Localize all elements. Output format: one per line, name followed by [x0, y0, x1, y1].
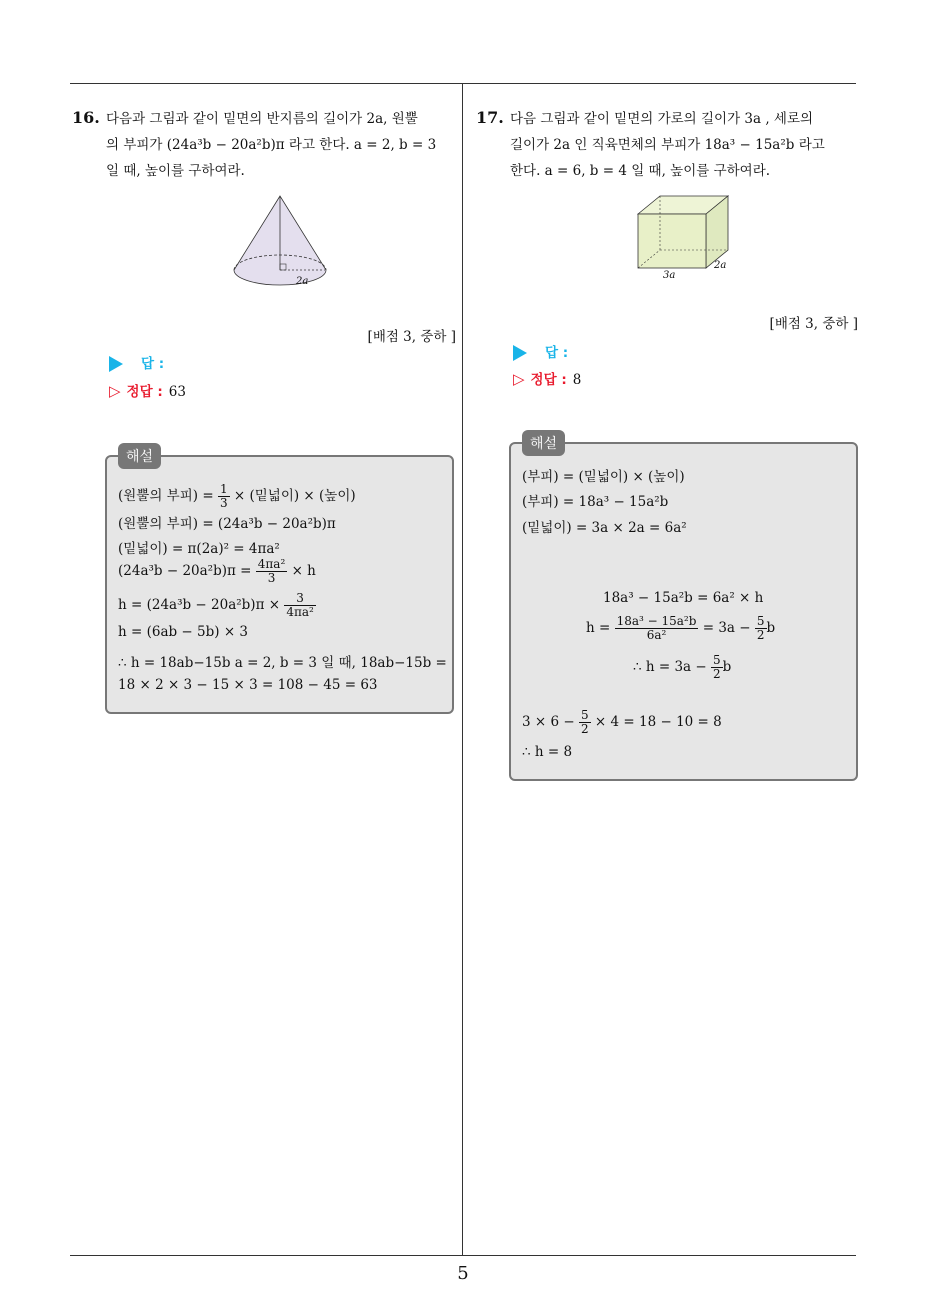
q17-explain-line — [522, 709, 722, 736]
q17-explain-line — [586, 615, 775, 642]
cone-radius-label: 2a — [296, 276, 309, 287]
play-icon — [513, 345, 527, 361]
top-rule — [70, 83, 856, 84]
play-icon — [109, 356, 123, 372]
page-number: 5 — [457, 1263, 469, 1284]
q17-explain-line — [633, 654, 731, 681]
q16-answer-row — [109, 352, 164, 372]
fraction — [256, 558, 288, 585]
fraction-denominator: 3 — [219, 496, 228, 510]
q17-correct-label: 정답 : — [530, 372, 567, 388]
q16-correct-label: 정답 : — [126, 384, 163, 400]
fraction-numerator: 1 — [219, 482, 228, 496]
q16-text-line: 의 부피가 (24a³b − 20a²b)π 라고 한다. a = 2, b = 3 — [106, 137, 437, 153]
fraction-numerator: 18a³ − 15a²b — [616, 614, 697, 628]
fraction — [711, 654, 723, 681]
q16-explain-text: × (밑넓이) × (높이) — [233, 488, 356, 504]
cuboid-depth-label: 2a — [714, 260, 727, 271]
q16-answer-label: 답 : — [141, 356, 165, 372]
q17-answer-row — [513, 341, 568, 361]
fraction-denominator: 2 — [580, 722, 589, 736]
fraction — [284, 592, 316, 619]
cuboid-width-label: 3a — [663, 270, 676, 281]
fraction-numerator: 4πa² — [257, 557, 286, 571]
q16-score: [배점 3, 중하 ] — [367, 329, 456, 345]
q16-explain-text: (원뿔의 부피) = — [118, 488, 218, 504]
q17-text-line: 한다. a = 6, b = 4 일 때, 높이를 구하여라. — [510, 163, 771, 179]
q16-explain-line — [118, 558, 316, 585]
q16-explain-text: × h — [291, 563, 316, 579]
q17-explain-text: 3 × 6 − — [522, 714, 579, 730]
q16-explain-line: h = (6ab − 5b) × 3 — [118, 624, 249, 640]
q16-correct-value: 63 — [168, 384, 186, 400]
fraction-numerator: 3 — [284, 592, 316, 606]
outline-triangle-icon: ▷ — [513, 370, 525, 388]
fraction — [579, 709, 591, 736]
q17-explain-line: (밑넓이) = 3a × 2a = 6a² — [522, 520, 687, 536]
q17-correct-row — [513, 368, 581, 388]
q16-explain-line: 18 × 2 × 3 − 15 × 3 = 108 − 45 = 63 — [118, 677, 378, 693]
fraction-denominator: 2 — [713, 667, 721, 681]
q17-text-line: 길이가 2a 인 직육면체의 부피가 18a³ − 15a²b 라고 — [510, 137, 825, 153]
fraction — [755, 615, 767, 642]
q16-explain-line — [118, 592, 316, 619]
q16-explain-text: (24a³b − 20a²b)π = — [118, 563, 256, 579]
q17-score: [배점 3, 중하 ] — [769, 316, 858, 332]
fraction — [218, 483, 230, 510]
q17-number: 17. — [476, 108, 504, 127]
q17-explain-text: b — [766, 620, 776, 636]
q17-explain-line: ∴ h = 8 — [522, 744, 573, 760]
q17-explain-text: ∴ h = 3a − — [633, 659, 712, 675]
q17-explain-line: (부피) = (밑넓이) × (높이) — [522, 469, 685, 485]
q17-explain-line: (부피) = 18a³ − 15a²b — [522, 494, 669, 510]
fraction-denominator: 6a² — [646, 628, 667, 642]
q16-text — [106, 106, 456, 184]
q16-text-line: 다음과 그림과 같이 밑면의 반지름의 길이가 2a, 원뿔 — [106, 111, 418, 127]
fraction-denominator: 3 — [267, 571, 276, 585]
q17-explanation-tag: 해설 — [522, 430, 565, 456]
fraction-numerator: 5 — [713, 653, 721, 667]
outline-triangle-icon: ▷ — [109, 382, 121, 400]
q16-explanation-tag: 해설 — [118, 443, 161, 469]
q17-explain-text: × 4 = 18 − 10 = 8 — [594, 714, 722, 730]
q16-explain-text: h = (24a³b − 20a²b)π × — [118, 597, 285, 613]
fraction-numerator: 5 — [756, 614, 765, 628]
q17-text-line: 다음 그림과 같이 밑면의 가로의 길이가 3a , 세로의 — [510, 111, 814, 127]
column-divider — [462, 84, 463, 1256]
q17-answer-label: 답 : — [545, 345, 569, 361]
fraction-numerator: 5 — [580, 708, 589, 722]
cone-figure — [228, 192, 328, 302]
q16-explain-line: ∴ h = 18ab−15b a = 2, b = 3 일 때, 18ab−15b = — [118, 655, 447, 671]
fraction-denominator: 4πa² — [286, 605, 314, 619]
q17-explain-text: = 3a − — [702, 620, 755, 636]
fraction — [615, 615, 699, 642]
fraction-denominator: 2 — [756, 628, 765, 642]
q17-explain-text: b — [722, 659, 732, 675]
q16-correct-row — [109, 380, 186, 400]
q17-explain-text: h = — [586, 620, 615, 636]
q16-explain-line — [118, 483, 356, 510]
q16-number: 16. — [72, 108, 100, 127]
q17-correct-value: 8 — [572, 372, 582, 388]
q17-explain-line: 18a³ − 15a²b = 6a² × h — [603, 590, 764, 606]
q16-text-line: 일 때, 높이를 구하여라. — [106, 163, 245, 179]
q16-explain-line: (원뿔의 부피) = (24a³b − 20a²b)π — [118, 516, 336, 532]
q17-text — [510, 106, 860, 184]
q16-explain-line: (밑넓이) = π(2a)² = 4πa² — [118, 541, 280, 557]
bottom-rule — [70, 1255, 856, 1256]
